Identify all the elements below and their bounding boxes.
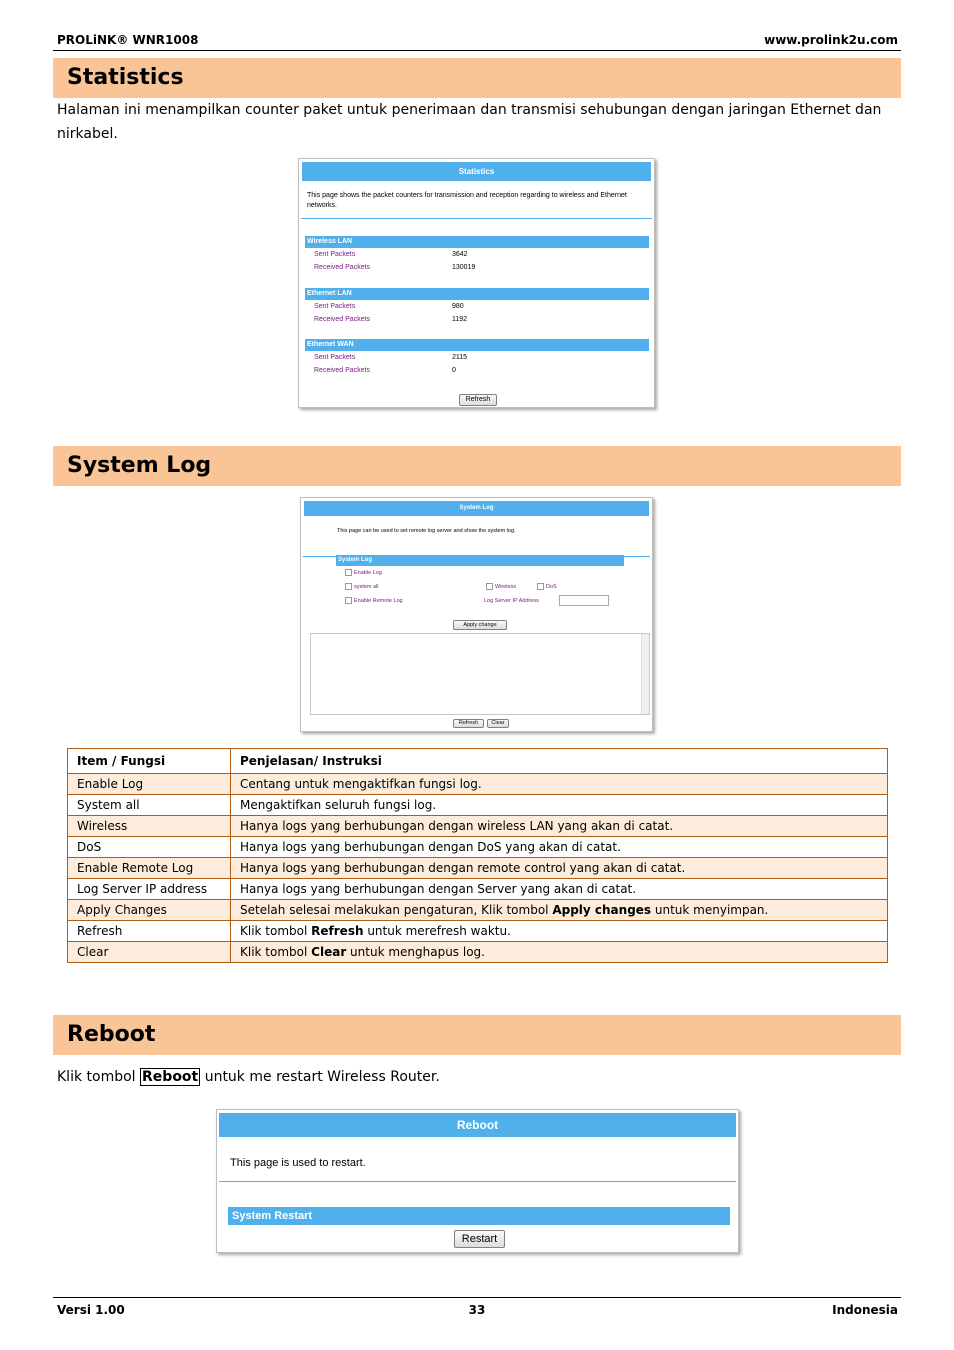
wireless-sent-value: 3642: [452, 251, 468, 258]
table-row: [68, 900, 888, 921]
reboot-description: [57, 1065, 897, 1089]
log-textarea[interactable]: [310, 633, 650, 715]
wan-sent-label: Sent Packets: [314, 354, 356, 361]
desc-bold: Clear: [311, 945, 347, 959]
log-scrollbar[interactable]: [641, 634, 649, 714]
table-row: [68, 837, 888, 858]
table-cell-desc: Hanya logs yang berhubungan dengan remote control yang akan di catat.: [231, 858, 888, 879]
table-header-desc: Penjelasan/ Instruksi: [231, 749, 888, 774]
wan-recv-label: Received Packets: [314, 367, 371, 374]
desc-text: Setelah selesai melakukan pengaturan, Klik tombol: [240, 903, 553, 917]
table-cell-item: Clear: [68, 942, 231, 963]
ethernet-lan-bar: Ethernet LAN: [305, 288, 649, 300]
table-row: [68, 774, 888, 795]
ethernet-wan-bar: Ethernet WAN: [305, 339, 649, 351]
dos-option[interactable]: [537, 583, 557, 592]
desc-text: Klik tombol: [240, 924, 312, 938]
table-cell-item: DoS: [68, 837, 231, 858]
lan-recv-value: 1192: [452, 316, 468, 323]
wireless-recv-value: 130019: [452, 264, 476, 271]
reboot-keyword: Reboot: [142, 1069, 199, 1085]
table-cell-desc: [231, 942, 888, 963]
dos-checkbox[interactable]: [537, 583, 544, 590]
desc-bold: Refresh: [311, 924, 364, 938]
enable-log-label: Enable Log: [354, 570, 382, 576]
table-row: [68, 795, 888, 816]
table-cell-item: Refresh: [68, 921, 231, 942]
lan-sent-label: Sent Packets: [314, 303, 356, 310]
reboot-screenshot-intro: This page is used to restart.: [230, 1157, 366, 1169]
statistics-screenshot-separator: [301, 218, 652, 219]
enable-remote-log-checkbox[interactable]: [345, 597, 352, 604]
statistics-screenshot: [298, 158, 655, 408]
system-log-heading: System Log: [53, 446, 901, 486]
system-log-screenshot-title: System Log: [304, 501, 649, 516]
wireless-sent-label: Sent Packets: [314, 251, 356, 258]
header-product: PROLiNK® WNR1008: [57, 33, 199, 47]
footer-divider: [53, 1297, 901, 1298]
desc-text: untuk menghapus log.: [346, 945, 485, 959]
wireless-option[interactable]: [486, 583, 516, 592]
log-server-ip-input[interactable]: [559, 595, 609, 606]
table-cell-item: Enable Log: [68, 774, 231, 795]
footer-page-number: 33: [468, 1303, 486, 1317]
lan-recv-label: Received Packets: [314, 316, 371, 323]
system-all-label: system all: [354, 584, 379, 590]
system-restart-bar: System Restart: [228, 1207, 730, 1225]
wan-sent-value: 2115: [452, 354, 468, 361]
table-cell-desc: [231, 921, 888, 942]
log-server-ip-label: Log Server IP Address: [484, 598, 539, 604]
table-cell-desc: Centang untuk mengaktifkan fungsi log.: [231, 774, 888, 795]
reboot-text: untuk me restart Wireless Router.: [200, 1069, 440, 1085]
system-log-clear-button[interactable]: Clear: [487, 719, 509, 728]
reboot-screenshot-separator: [219, 1181, 736, 1182]
system-log-refresh-button[interactable]: Refresh: [453, 719, 484, 728]
wan-recv-value: 0: [452, 367, 456, 374]
statistics-heading: Statistics: [53, 58, 901, 98]
table-cell-desc: Hanya logs yang berhubungan dengan wireless LAN yang akan di catat.: [231, 816, 888, 837]
header-divider: [53, 50, 901, 51]
table-cell-desc: [231, 900, 888, 921]
desc-bold: Apply changes: [552, 903, 652, 917]
table-cell-item: Apply Changes: [68, 900, 231, 921]
table-row: [68, 858, 888, 879]
table-cell-desc: Hanya logs yang berhubungan dengan DoS yang akan di catat.: [231, 837, 888, 858]
wireless-recv-label: Received Packets: [314, 264, 371, 271]
enable-remote-log-label: Enable Remote Log: [354, 598, 403, 604]
table-cell-desc: Hanya logs yang berhubungan dengan Server yang akan di catat.: [231, 879, 888, 900]
table-row: [68, 921, 888, 942]
statistics-refresh-button[interactable]: Refresh: [459, 394, 497, 406]
table-cell-item: Log Server IP address: [68, 879, 231, 900]
system-all-option[interactable]: [345, 583, 378, 592]
system-all-checkbox[interactable]: [345, 583, 352, 590]
table-header-row: [68, 749, 888, 774]
statistics-description: Halaman ini menampilkan counter paket untuk penerimaan dan transmisi sehubungan dengan jaringan Ethernet dan nirkabel.: [57, 102, 882, 142]
table-row: [68, 879, 888, 900]
system-log-function-table: [67, 748, 888, 963]
wireless-label: Wireless: [495, 584, 517, 590]
header-website: www.prolink2u.com: [764, 33, 898, 47]
apply-change-button[interactable]: Apply change: [453, 620, 507, 630]
enable-log-option[interactable]: [345, 569, 382, 578]
reboot-heading: Reboot: [53, 1015, 901, 1055]
wireless-lan-bar: Wireless LAN: [305, 236, 649, 248]
footer-version: Versi 1.00: [57, 1303, 125, 1317]
reboot-text: Klik tombol: [57, 1069, 141, 1085]
dos-label: DoS: [546, 584, 557, 590]
system-log-bar: System Log: [336, 555, 624, 566]
desc-text: untuk menyimpan.: [651, 903, 769, 917]
table-cell-item: System all: [68, 795, 231, 816]
table-cell-item: Enable Remote Log: [68, 858, 231, 879]
statistics-screenshot-title: Statistics: [302, 162, 651, 181]
restart-button[interactable]: Restart: [454, 1230, 505, 1248]
lan-sent-value: 980: [452, 303, 464, 310]
desc-text: untuk merefresh waktu.: [363, 924, 511, 938]
enable-remote-log-option[interactable]: [345, 597, 403, 606]
table-header-item: Item / Fungsi: [68, 749, 231, 774]
table-row: [68, 942, 888, 963]
system-log-screenshot-intro: This page can be used to set remote log server and show the system log.: [337, 528, 516, 534]
wireless-checkbox[interactable]: [486, 583, 493, 590]
desc-text: Klik tombol: [240, 945, 312, 959]
table-cell-item: Wireless: [68, 816, 231, 837]
statistics-screenshot-intro: This page shows the packet counters for transmission and reception regarding to wireless and Ethernet networks.: [307, 192, 627, 209]
table-cell-desc: Mengaktifkan seluruh fungsi log.: [231, 795, 888, 816]
system-log-screenshot: [300, 497, 653, 732]
enable-log-checkbox[interactable]: [345, 569, 352, 576]
table-row: [68, 816, 888, 837]
reboot-screenshot-title: Reboot: [219, 1113, 736, 1137]
reboot-screenshot: [216, 1109, 739, 1253]
footer-language: Indonesia: [832, 1303, 898, 1317]
